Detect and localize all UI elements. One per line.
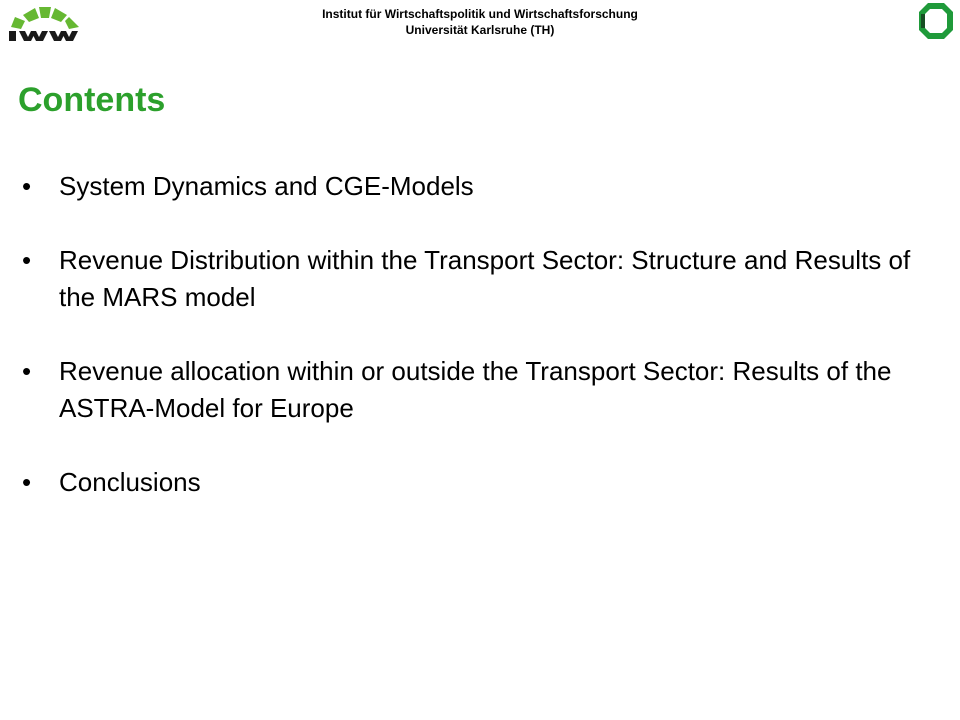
list-item-text: Revenue Distribution within the Transport Sector: Structure and Results of the MARS model <box>59 245 911 312</box>
list-item <box>22 464 942 501</box>
list-item <box>22 353 942 427</box>
list-item <box>22 242 942 316</box>
bullet-dot-icon: • <box>22 171 32 201</box>
bullet-dot-icon: • <box>22 245 32 275</box>
list-item-text: Revenue allocation within or outside the Transport Sector: Results of the ASTRA-Model for Europe <box>59 356 892 423</box>
list-item-text: System Dynamics and CGE-Models <box>59 171 474 201</box>
slide-title: Contents <box>18 81 166 119</box>
institute-name: Institut für Wirtschaftspolitik und Wirtschaftsforschung <box>322 7 638 21</box>
iww-logo-icon <box>5 3 85 43</box>
contents-list <box>22 168 942 538</box>
university-logo-icon <box>918 2 954 40</box>
list-item-text: Conclusions <box>59 467 201 497</box>
bullet-dot-icon: • <box>22 356 32 386</box>
university-name: Universität Karlsruhe (TH) <box>405 23 555 37</box>
institute-header <box>200 6 760 38</box>
bullet-dot-icon: • <box>22 467 32 497</box>
list-item <box>22 168 942 205</box>
